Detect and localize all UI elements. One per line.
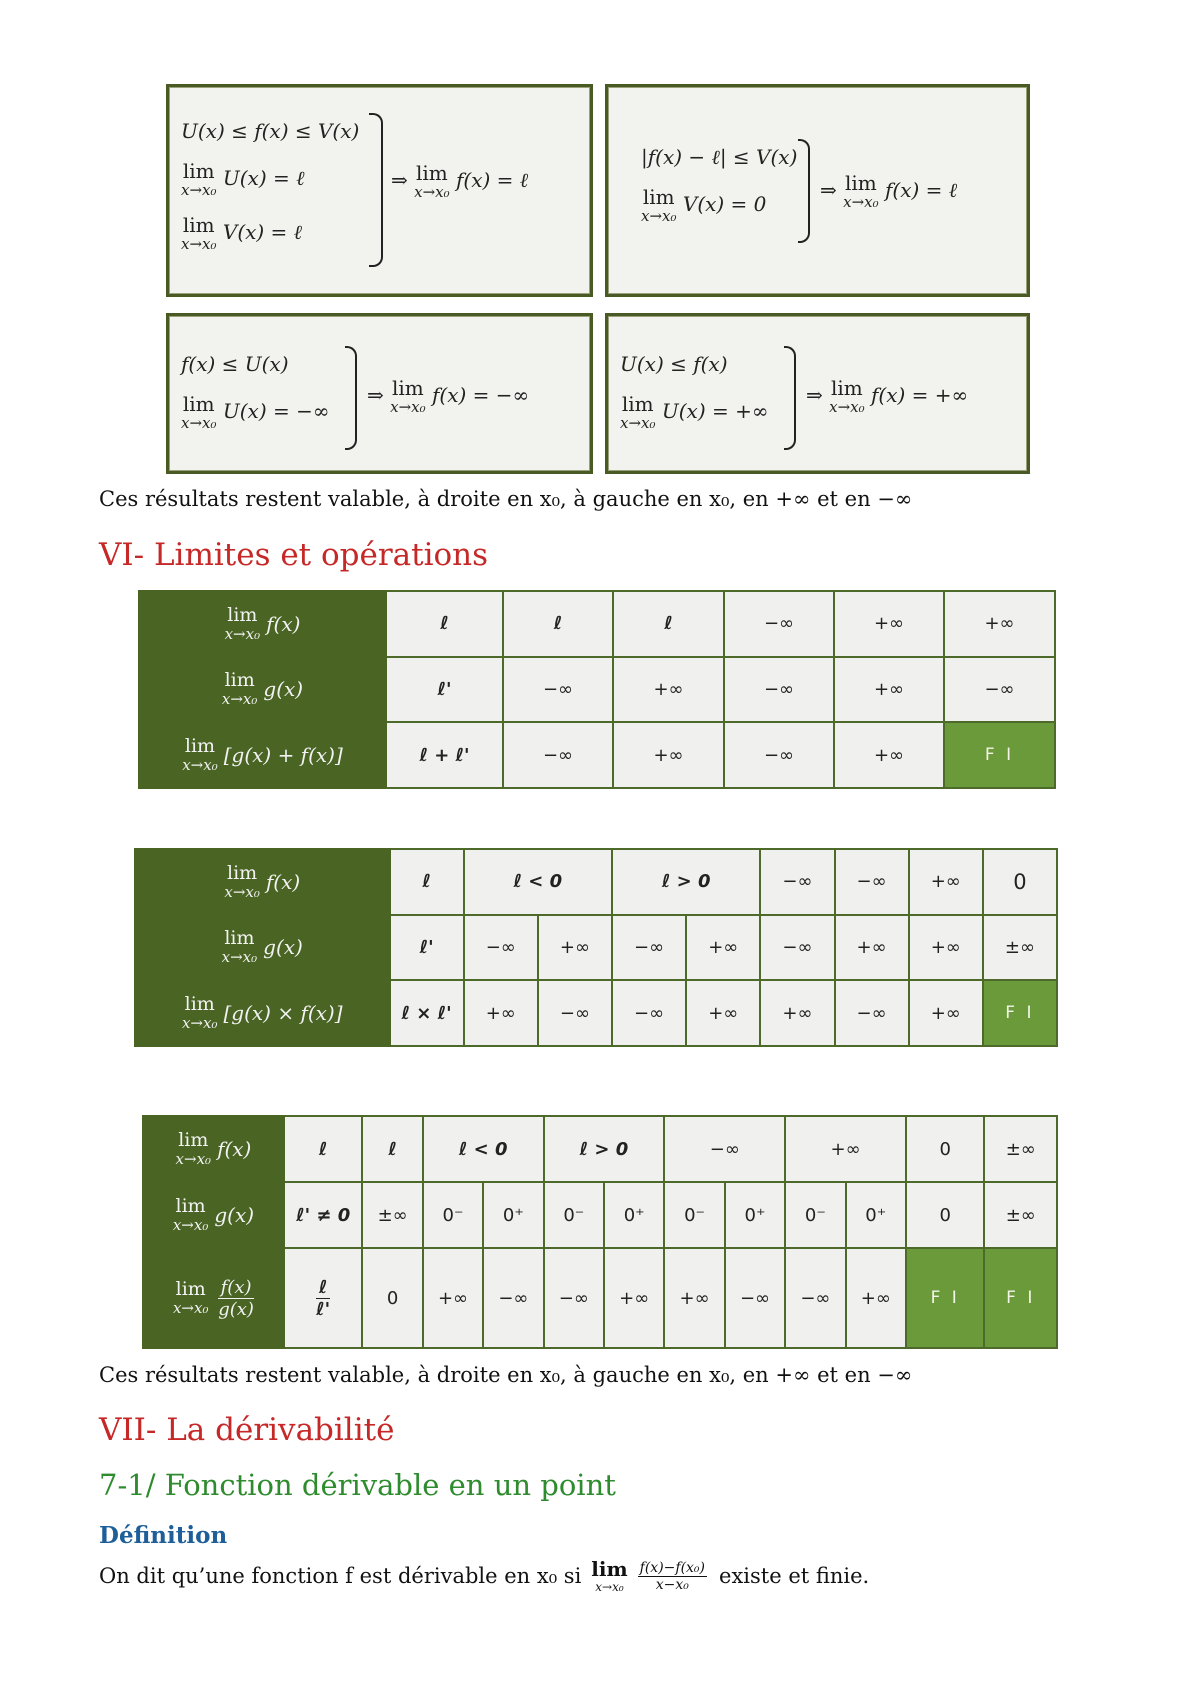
sum-cell: ℓ <box>613 591 724 657</box>
div-cell: ℓ > 0 <box>544 1116 665 1182</box>
definition-text-part1: On dit qu’une fonction f est dérivable en x₀ si <box>99 1564 582 1588</box>
prod-cell: −∞ <box>464 915 538 981</box>
prod-cell: ℓ < 0 <box>464 849 612 915</box>
sum-cell: ℓ' <box>386 657 503 723</box>
section-7-title: VII- La dérivabilité <box>99 1412 395 1448</box>
sum-cell: +∞ <box>613 722 724 788</box>
sum-limits-table <box>138 590 1056 789</box>
box3-result: ⇒ lim x→x₀ f(x) = −∞ <box>367 376 530 416</box>
prod-cell: +∞ <box>835 915 909 981</box>
box1-line1: U(x) ≤ f(x) ≤ V(x) <box>181 119 360 143</box>
definition-text-part2: existe et finie. <box>719 1564 870 1588</box>
box1-line2: lim x→x₀ U(x) = ℓ <box>181 159 305 199</box>
quotient-limits-table <box>142 1115 1058 1349</box>
sum-cell: −∞ <box>724 591 834 657</box>
theorem-box-minus-infinity <box>166 313 593 474</box>
prod-cell-indeterminate: F I <box>983 980 1057 1046</box>
sum-cell: −∞ <box>503 722 613 788</box>
div-cell: ±∞ <box>362 1182 422 1248</box>
div-cell: 0 <box>906 1116 985 1182</box>
sum-cell: −∞ <box>944 657 1055 723</box>
box4-brace <box>784 346 796 450</box>
sum-cell: +∞ <box>834 657 944 723</box>
prod-header-g: lim x→x₀ g(x) <box>135 915 390 981</box>
sum-cell: +∞ <box>944 591 1055 657</box>
div-cell-l-over-lprime: $\frac{\text{ℓ}}{\text{ℓ'}}$ <box>284 1248 363 1348</box>
prod-cell: +∞ <box>464 980 538 1046</box>
div-cell: +∞ <box>664 1248 724 1348</box>
div-cell: ℓ < 0 <box>423 1116 544 1182</box>
prod-cell: +∞ <box>909 849 983 915</box>
div-header-result: lim x→x₀ $\frac{f(x)}{g(x)}$ <box>143 1248 284 1348</box>
sum-cell: ℓ <box>503 591 613 657</box>
subsection-7-1-title: 7-1/ Fonction dérivable en un point <box>99 1468 616 1502</box>
div-cell: ℓ <box>284 1116 363 1182</box>
box1-result: ⇒ lim x→x₀ f(x) = ℓ <box>391 161 529 201</box>
div-cell: 0⁻ <box>423 1182 483 1248</box>
div-cell: ℓ <box>362 1116 422 1182</box>
div-header-g: lim x→x₀ g(x) <box>143 1182 284 1248</box>
theorem-box-plus-infinity <box>605 313 1030 474</box>
prod-cell: +∞ <box>909 915 983 981</box>
sum-cell: −∞ <box>724 657 834 723</box>
box1-brace <box>369 113 383 267</box>
div-cell: −∞ <box>544 1248 604 1348</box>
prod-cell: ±∞ <box>983 915 1057 981</box>
div-cell: +∞ <box>846 1248 906 1348</box>
div-header-f: lim x→x₀ f(x) <box>143 1116 284 1182</box>
note-validity-2: Ces résultats restent valable, à droite en x₀, à gauche en x₀, en +∞ et en −∞ <box>99 1363 913 1387</box>
box2-brace <box>798 139 810 243</box>
sum-cell: ℓ <box>386 591 503 657</box>
prod-cell: 0 <box>983 849 1057 915</box>
sum-cell: +∞ <box>613 657 724 723</box>
div-cell: 0⁺ <box>483 1182 543 1248</box>
section-6-title: VI- Limites et opérations <box>99 537 489 573</box>
prod-cell: +∞ <box>538 915 612 981</box>
div-cell: ±∞ <box>984 1182 1057 1248</box>
div-cell: −∞ <box>664 1116 785 1182</box>
div-cell: −∞ <box>785 1248 845 1348</box>
div-cell: 0⁺ <box>604 1182 664 1248</box>
sum-cell-indeterminate: F I <box>944 722 1055 788</box>
prod-cell: −∞ <box>835 849 909 915</box>
box3-brace <box>345 346 357 450</box>
box2-line2: lim x→x₀ V(x) = 0 <box>641 185 767 225</box>
div-cell: +∞ <box>785 1116 906 1182</box>
div-cell: +∞ <box>423 1248 483 1348</box>
prod-cell: ℓ <box>390 849 464 915</box>
prod-cell: −∞ <box>760 915 834 981</box>
note-validity-1: Ces résultats restent valable, à droite en x₀, à gauche en x₀, en +∞ et en −∞ <box>99 487 913 511</box>
prod-header-result: lim x→x₀ [g(x) × f(x)] <box>135 980 390 1046</box>
prod-header-f: lim x→x₀ f(x) <box>135 849 390 915</box>
sum-cell: −∞ <box>724 722 834 788</box>
div-cell: −∞ <box>483 1248 543 1348</box>
sum-cell: ℓ + ℓ' <box>386 722 503 788</box>
div-cell: ℓ' ≠ 0 <box>284 1182 363 1248</box>
div-cell: 0⁺ <box>846 1182 906 1248</box>
div-cell: ±∞ <box>984 1116 1057 1182</box>
definition-lim: lim x→x₀ <box>591 1557 628 1594</box>
prod-cell: +∞ <box>686 915 760 981</box>
div-cell: 0⁻ <box>544 1182 604 1248</box>
box2-result: ⇒ lim x→x₀ f(x) = ℓ <box>820 171 958 211</box>
div-cell-indeterminate: F I <box>984 1248 1057 1348</box>
prod-cell: +∞ <box>909 980 983 1046</box>
prod-cell: +∞ <box>686 980 760 1046</box>
prod-cell: −∞ <box>835 980 909 1046</box>
sum-cell: +∞ <box>834 591 944 657</box>
box4-line1: U(x) ≤ f(x) <box>620 352 728 376</box>
definition-text <box>99 1559 869 1593</box>
prod-cell: ℓ × ℓ' <box>390 980 464 1046</box>
definition-label: Définition <box>99 1522 228 1549</box>
box3-line1: f(x) ≤ U(x) <box>181 352 289 376</box>
prod-cell: ℓ > 0 <box>612 849 760 915</box>
sum-header-g: lim x→x₀ g(x) <box>139 657 386 723</box>
definition-fraction: $\frac{\text{f(x)−f(x₀)}}{\text{x−x₀}}$ <box>639 1559 706 1593</box>
prod-cell: −∞ <box>612 980 686 1046</box>
box2-line1: |f(x) − ℓ| ≤ V(x) <box>641 145 798 169</box>
prod-cell: +∞ <box>760 980 834 1046</box>
prod-cell: −∞ <box>760 849 834 915</box>
prod-cell: −∞ <box>538 980 612 1046</box>
sum-cell: +∞ <box>834 722 944 788</box>
div-cell: +∞ <box>604 1248 664 1348</box>
sum-header-result: lim x→x₀ [g(x) + f(x)] <box>139 722 386 788</box>
div-cell: 0⁺ <box>725 1182 785 1248</box>
div-cell: 0⁻ <box>664 1182 724 1248</box>
div-cell: 0⁻ <box>785 1182 845 1248</box>
div-cell-indeterminate: F I <box>906 1248 985 1348</box>
div-cell: −∞ <box>725 1248 785 1348</box>
div-cell: 0 <box>362 1248 422 1348</box>
box1-line3: lim x→x₀ V(x) = ℓ <box>181 213 303 253</box>
box4-line2: lim x→x₀ U(x) = +∞ <box>620 392 769 432</box>
sum-header-f: lim x→x₀ f(x) <box>139 591 386 657</box>
product-limits-table <box>134 848 1058 1047</box>
theorem-box-squeeze <box>166 84 593 297</box>
sum-cell: −∞ <box>503 657 613 723</box>
div-cell: 0 <box>906 1182 985 1248</box>
prod-cell: −∞ <box>612 915 686 981</box>
theorem-box-abs-bound <box>605 84 1030 297</box>
box3-line2: lim x→x₀ U(x) = −∞ <box>181 392 330 432</box>
box4-result: ⇒ lim x→x₀ f(x) = +∞ <box>806 376 969 416</box>
prod-cell: ℓ' <box>390 915 464 981</box>
